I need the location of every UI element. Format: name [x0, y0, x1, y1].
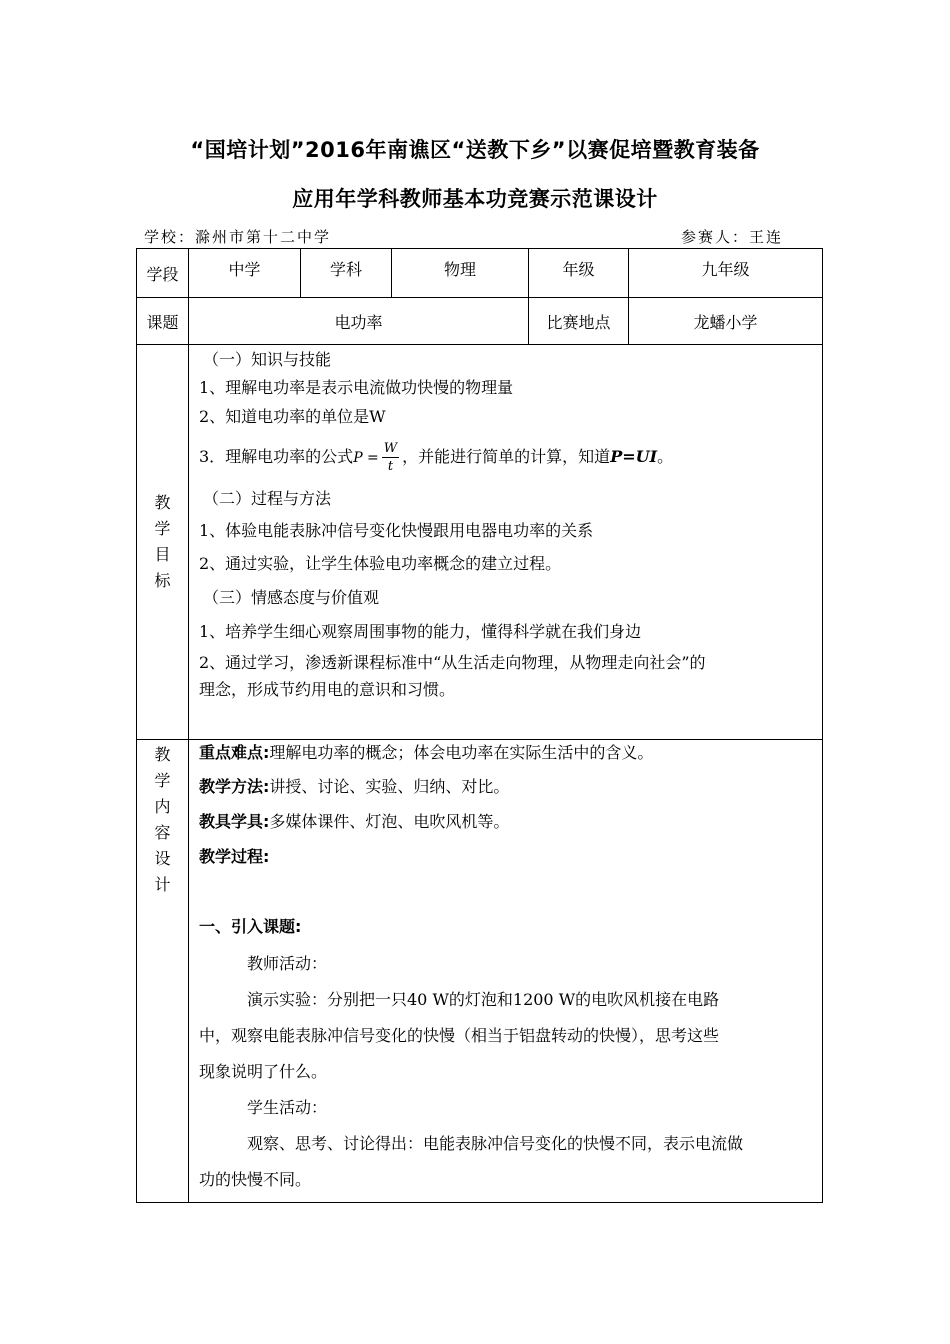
demo-line-1: 演示实验：分别把一只40 W的灯泡和1200 W的电吹风机接在电路 [247, 990, 720, 1009]
intro-title: 一、引入课题: [199, 917, 302, 936]
knowledge-item-3: 3．理解电功率的公式P = $\frac{W}{t}$ ，并能进行简单的计算，知道P=UI。 [199, 441, 674, 474]
process-item-2: 2、通过实验，让学生体验电功率概念的建立过程。 [199, 554, 562, 573]
grade-value: 九年级 [629, 249, 823, 298]
section-process-title: （二）过程与方法 [203, 489, 332, 508]
power-formula-fraction: $\frac{W}{t}$ [383, 441, 398, 474]
formula-lhs: P = [353, 450, 379, 466]
observation-line-2: 功的快慢不同。 [199, 1170, 312, 1189]
formula-pui: P=UI [610, 447, 658, 466]
content-label: 教 学 内 容 设 计 [137, 740, 189, 1203]
objectives-row [137, 345, 823, 740]
topic-label: 课题 [137, 298, 189, 345]
attitude-item-2b: 理念，形成节约用电的意识和习惯。 [199, 680, 456, 699]
teaching-methods: 教学方法:讲授、讨论、实验、归纳、对比。 [199, 777, 510, 796]
teaching-process-label: 教学过程: [199, 847, 270, 866]
attitude-item-2a: 2、通过学习，渗透新课程标准中“从生活走向物理，从物理走向社会”的 [199, 653, 706, 672]
subject-label: 学科 [301, 249, 392, 298]
subject-value: 物理 [392, 249, 529, 298]
grade-label: 年级 [529, 249, 629, 298]
venue-value: 龙蟠小学 [629, 298, 823, 345]
content-row [137, 740, 823, 1203]
topic-value: 电功率 [189, 298, 529, 345]
demo-line-2: 中，观察电能表脉冲信号变化的快慢（相当于铝盘转动的快慢），思考这些 [199, 1026, 720, 1045]
stage-value: 中学 [189, 249, 301, 298]
content-design [189, 740, 823, 1203]
venue-label: 比赛地点 [529, 298, 629, 345]
knowledge-item-2: 2、知道电功率的单位是W [199, 407, 386, 426]
attitude-item-1: 1、培养学生细心观察周围事物的能力，懂得科学就在我们身边 [199, 622, 642, 641]
objectives-label: 教 学 目 标 [137, 345, 189, 740]
teacher-activity-label: 教师活动： [247, 954, 328, 973]
objectives-content [189, 345, 823, 740]
student-activity-label: 学生活动： [247, 1098, 328, 1117]
school-name: 学校：滁州市第十二中学 [144, 228, 332, 246]
demo-line-3: 现象说明了什么。 [199, 1062, 328, 1081]
process-item-1: 1、体验电能表脉冲信号变化快慢跟用电器电功率的关系 [199, 521, 594, 540]
stage-label: 学段 [137, 249, 189, 298]
participant-name: 参赛人：王连 [681, 228, 784, 246]
key-points: 重点难点:理解电功率的概念；体会电功率在实际生活中的含义。 [199, 743, 654, 762]
observation-line-1: 观察、思考、讨论得出：电能表脉冲信号变化的快慢不同，表示电流做 [247, 1134, 744, 1153]
document-title-line1: “国培计划”2016年南谯区“送教下乡”以赛促培暨教育装备 [190, 138, 760, 162]
info-row-2 [137, 298, 823, 345]
teaching-tools: 教具学具:多媒体课件、灯泡、电吹风机等。 [199, 812, 510, 831]
info-row-1 [137, 249, 823, 298]
section-attitude-title: （三）情感态度与价值观 [203, 588, 380, 607]
knowledge-item-1: 1、理解电功率是表示电流做功快慢的物理量 [199, 378, 514, 397]
section-knowledge-title: （一）知识与技能 [203, 350, 332, 369]
lesson-plan-table [136, 248, 823, 1203]
document-title-line2: 应用年学科教师基本功竞赛示范课设计 [292, 187, 658, 211]
